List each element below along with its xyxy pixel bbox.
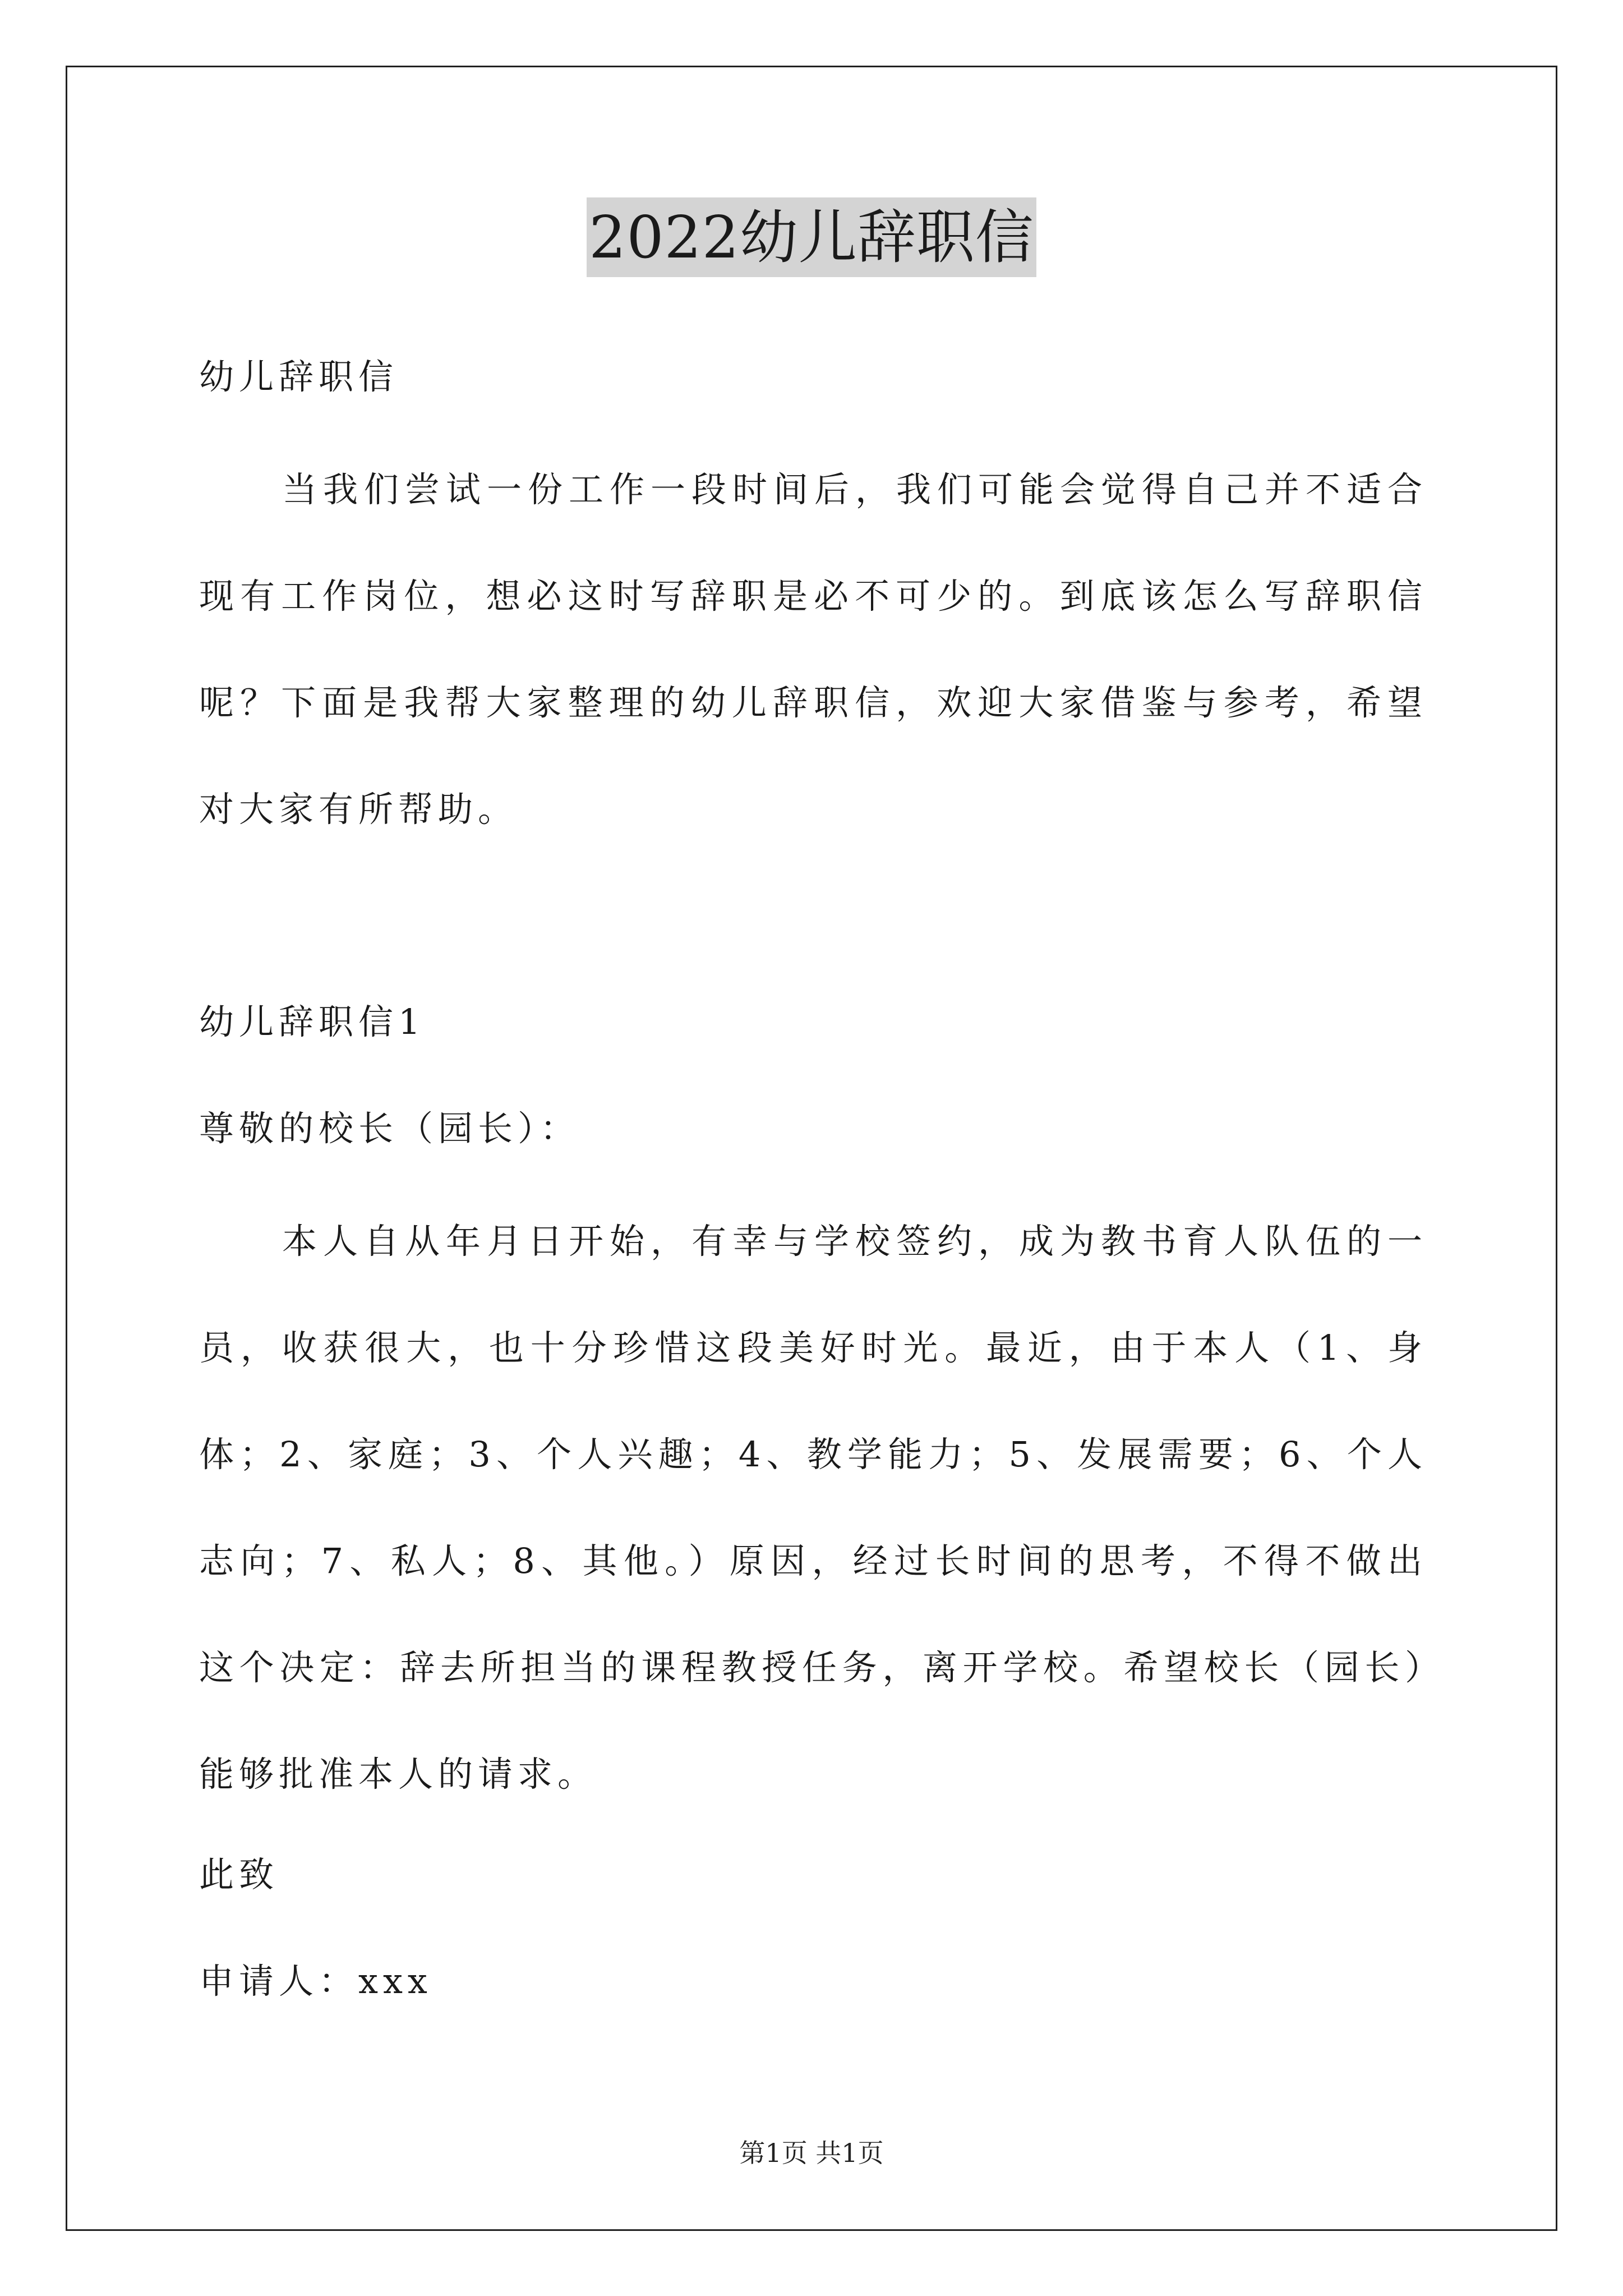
applicant-line: 申请人：xxx — [199, 1961, 432, 2001]
document-subtitle: 幼儿辞职信 — [199, 356, 399, 397]
page-footer: 第1页 共1页 — [739, 2138, 884, 2168]
section-heading: 幼儿辞职信1 — [199, 1001, 426, 1042]
title-container — [0, 197, 1623, 277]
body-paragraph: 本人自从年月日开始，有幸与学校签约，成为教书育人队伍的一员，收获很大，也十分珍惜这段美好时光。最近，由于本人（1、身体；2、家庭；3、个人兴趣；4、教学能力；5、发展需要；6、个人志向；7、私人；8、其他。）原因，经过长时间的思考，不得不做出这个决定：辞去所担当的课程教授任务，离开学校。希望校长（园长）能够批准本人的请求。 — [199, 1221, 1427, 1795]
document-title: 2022幼儿辞职信 — [587, 197, 1036, 277]
intro-paragraph: 当我们尝试一份工作一段时间后，我们可能会觉得自己并不适合现有工作岗位，想必这时写辞职是必不可少的。到底该怎么写辞职信呢？下面是我帮大家整理的幼儿辞职信，欢迎大家借鉴与参考，希望对大家有所帮助。 — [199, 469, 1427, 830]
salutation: 尊敬的校长（园长）： — [199, 1108, 580, 1149]
closing: 此致 — [199, 1854, 279, 1895]
